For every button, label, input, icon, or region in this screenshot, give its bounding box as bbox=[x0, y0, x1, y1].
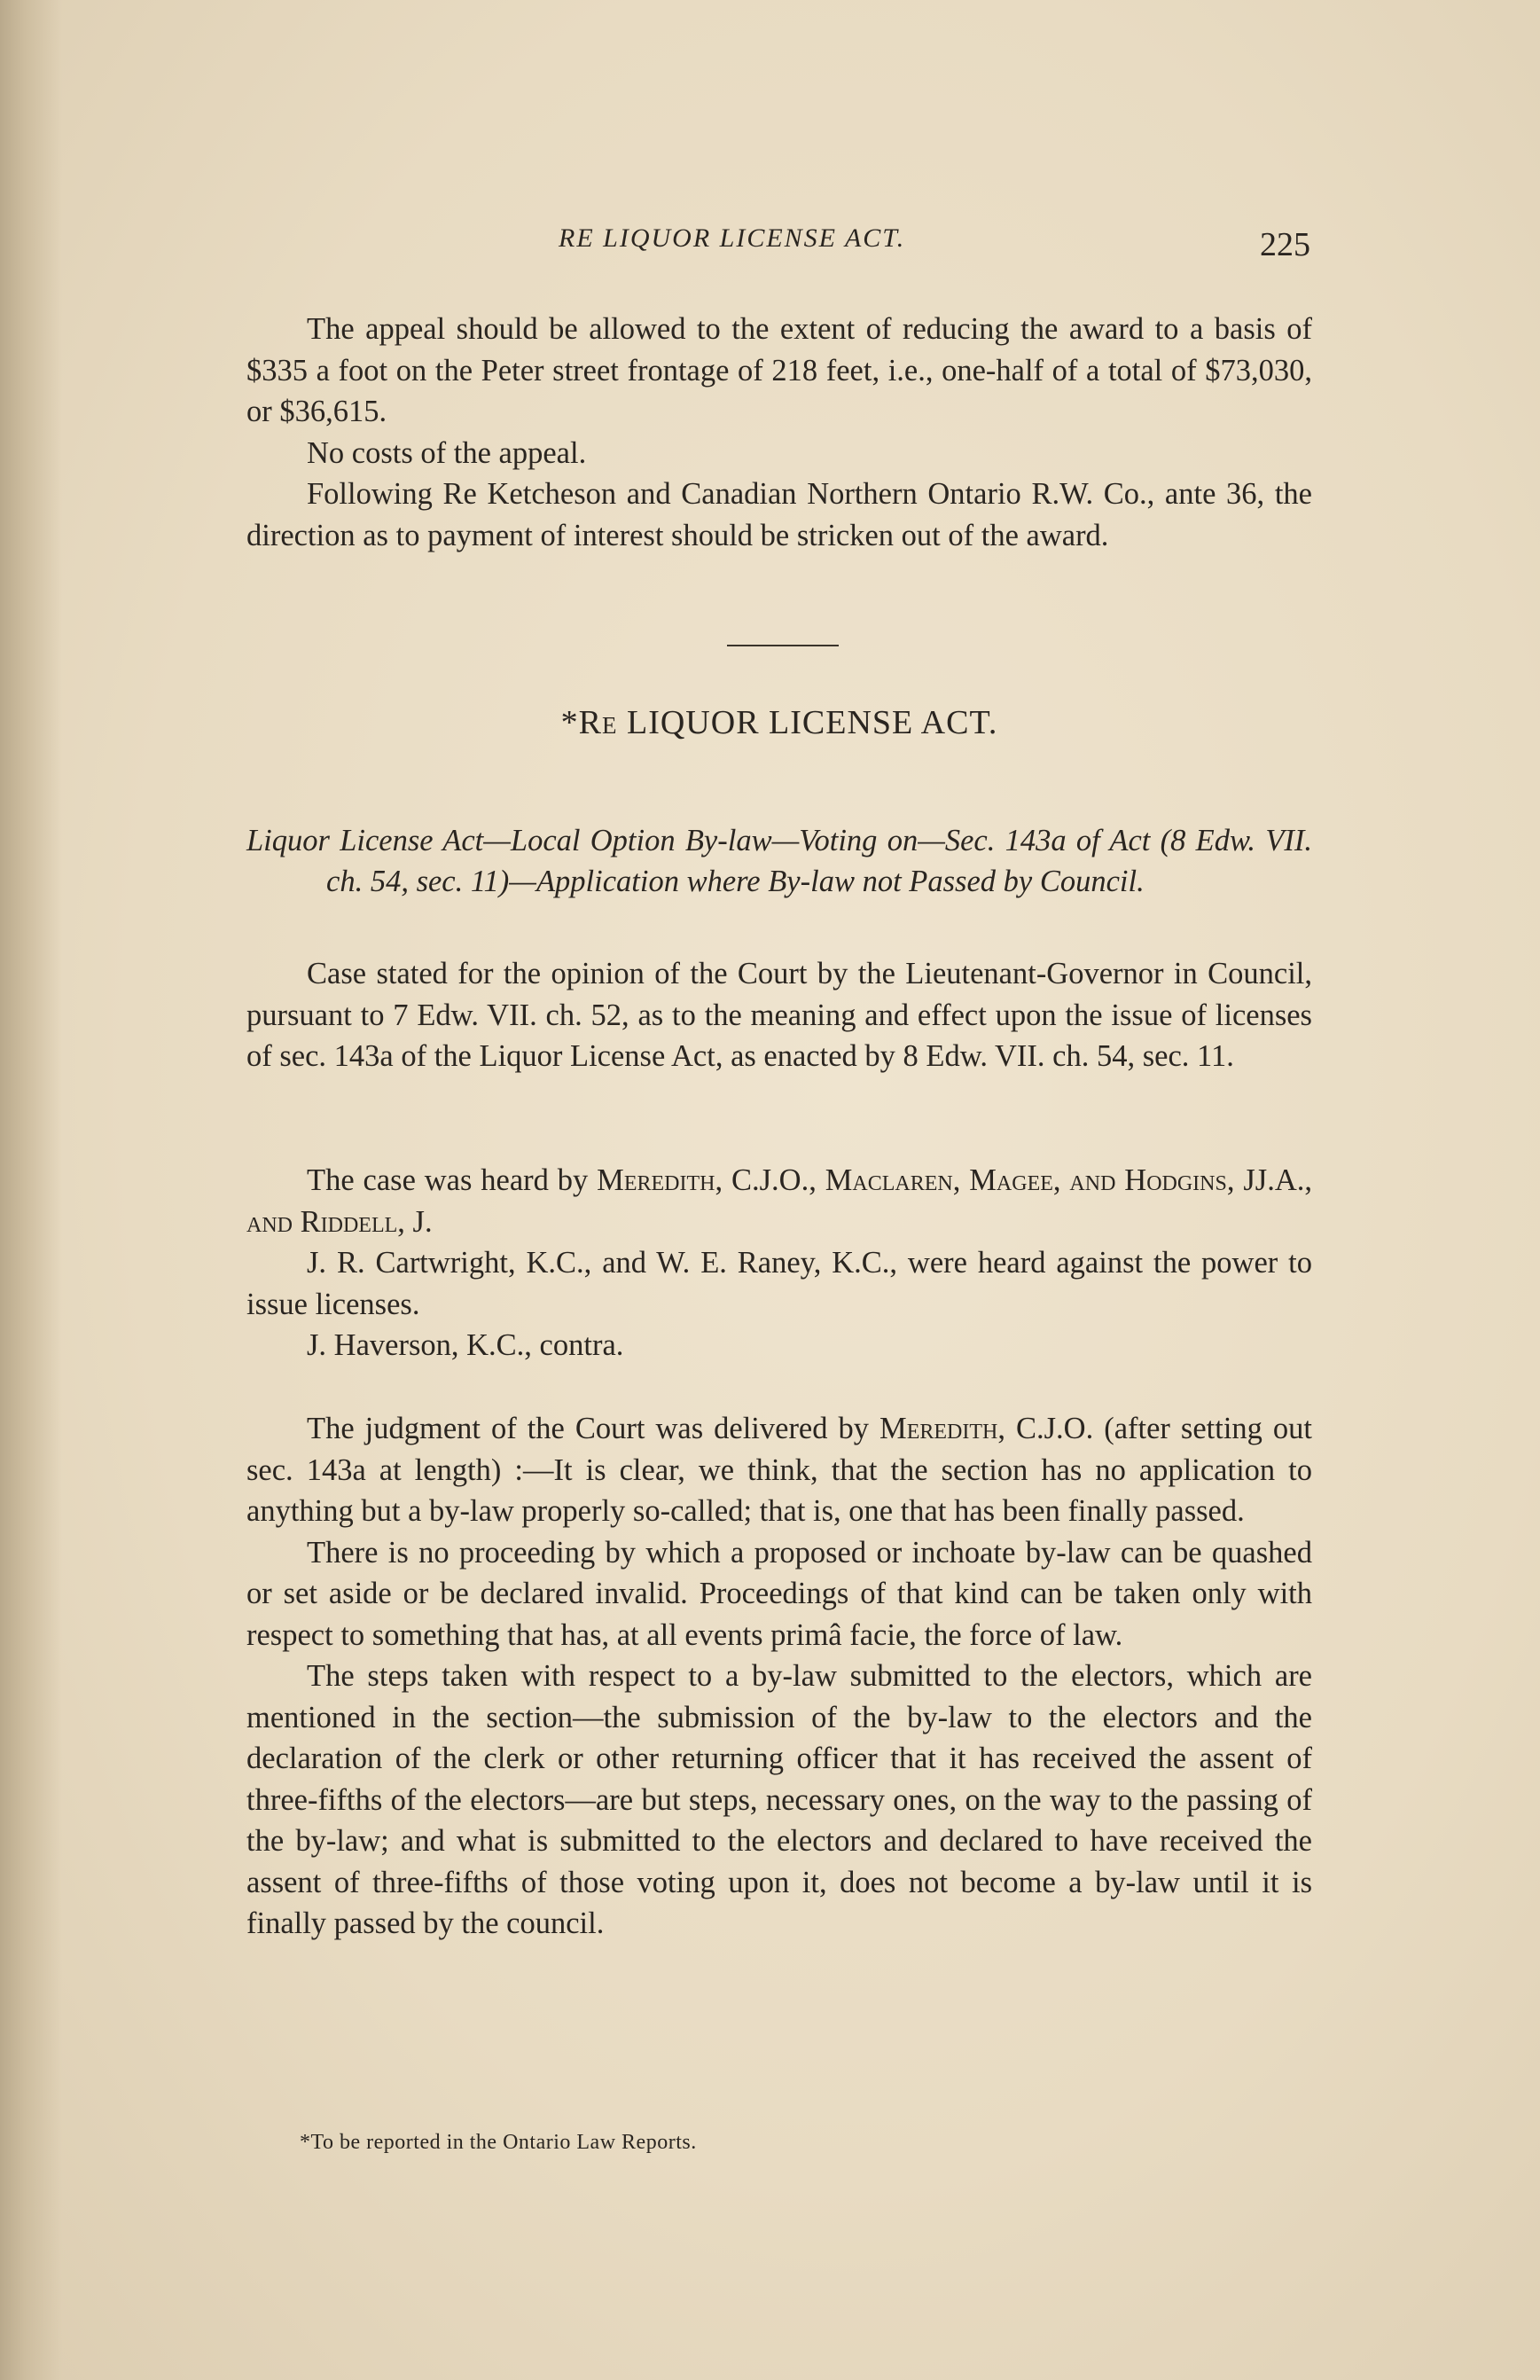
page-header bbox=[246, 223, 1310, 268]
judgment-intro-text: C.J.O. (after setting out sec. 143a at length) :—It is clear, we think, that the section has no application to anything but a by-law properly so-called; that is, one that has been finally passed. bbox=[246, 1412, 1312, 1528]
judgment-intro-prefix: The judgment of the Court was delivered by bbox=[307, 1412, 880, 1445]
case-title-text: LIQUOR LICENSE ACT. bbox=[617, 704, 998, 741]
statement-paragraph: Case stated for the opinion of the Court by the Lieutenant-Governor in Council, pursuant to 7 Edw. VII. ch. 52, as to the meaning and effect upon the issue of licenses of sec. 143a of the Liquor License Act, as enacted by 8 Edw. VII. ch. 54, sec. 11. bbox=[246, 957, 1312, 1073]
case-title-re: Re bbox=[578, 704, 618, 741]
counsel-for: J. R. Cartwright, K.C., and W. E. Raney, K.C., were heard against the power to issue licenses. bbox=[246, 1246, 1312, 1321]
judgment bbox=[246, 1408, 1312, 1945]
counsel-contra: J. Haverson, K.C., contra. bbox=[307, 1328, 624, 1362]
page-number: 225 bbox=[1260, 226, 1310, 263]
heard-by-prefix: The case was heard by bbox=[307, 1163, 598, 1197]
headnote-text: Liquor License Act—Local Option By-law—Voting on—Sec. 143a of Act (8 Edw. VII. ch. 54, sec. 11)—Application where By-law not Passed by Council. bbox=[246, 823, 1312, 898]
footnote: *To be reported in the Ontario Law Reports. bbox=[300, 2131, 697, 2154]
case-title bbox=[246, 703, 1312, 742]
paragraph: No costs of the appeal. bbox=[307, 435, 587, 470]
binding-gutter bbox=[0, 0, 62, 2380]
case-statement bbox=[246, 953, 1312, 1077]
footnote-marker: * bbox=[560, 704, 579, 741]
paragraph: The appeal should be allowed to the extent of reducing the award to a basis of $335 a foot on the Peter street frontage of 218 feet, i.e., one-half of a total of $73,030, or $36,615. bbox=[246, 312, 1312, 428]
hearing-details bbox=[246, 1160, 1312, 1366]
heard-by bbox=[246, 1160, 1312, 1242]
running-head: RE LIQUOR LICENSE ACT. bbox=[559, 223, 906, 253]
judgment-paragraph: There is no proceeding by which a proposed or inchoate by-law can be quashed or set aside or be declared invalid. Proceedings of that kind can be taken only with respect to something that has, at all events primâ facie, the force of law. bbox=[246, 1535, 1312, 1652]
previous-case-conclusion bbox=[246, 309, 1312, 556]
judges: Meredith, C.J.O., Maclaren, Magee, and Hodgins, JJ.A., and Riddell, J. bbox=[246, 1163, 1313, 1239]
headnote bbox=[246, 789, 1312, 933]
judgment-paragraph: The steps taken with respect to a by-law submitted to the electors, which are mentioned in the section—the submission of the by-law to the electors and the declaration of the clerk or other returning officer that it has received the assent of three-fifths of the electors—are but steps, necessary ones, on the way to the passing of the by-law; and what is submitted to the electors and declared to have received the assent of three-fifths of those voting upon it, does not become a by-law until it is finally passed by the council. bbox=[246, 1659, 1312, 1940]
judgment-intro bbox=[246, 1408, 1312, 1532]
section-divider bbox=[727, 645, 839, 646]
judgment-judge: Meredith, bbox=[879, 1412, 1005, 1445]
paragraph: Following Re Ketcheson and Canadian Northern Ontario R.W. Co., ante 36, the direction as to payment of interest should be stricken out of the award. bbox=[246, 477, 1312, 552]
